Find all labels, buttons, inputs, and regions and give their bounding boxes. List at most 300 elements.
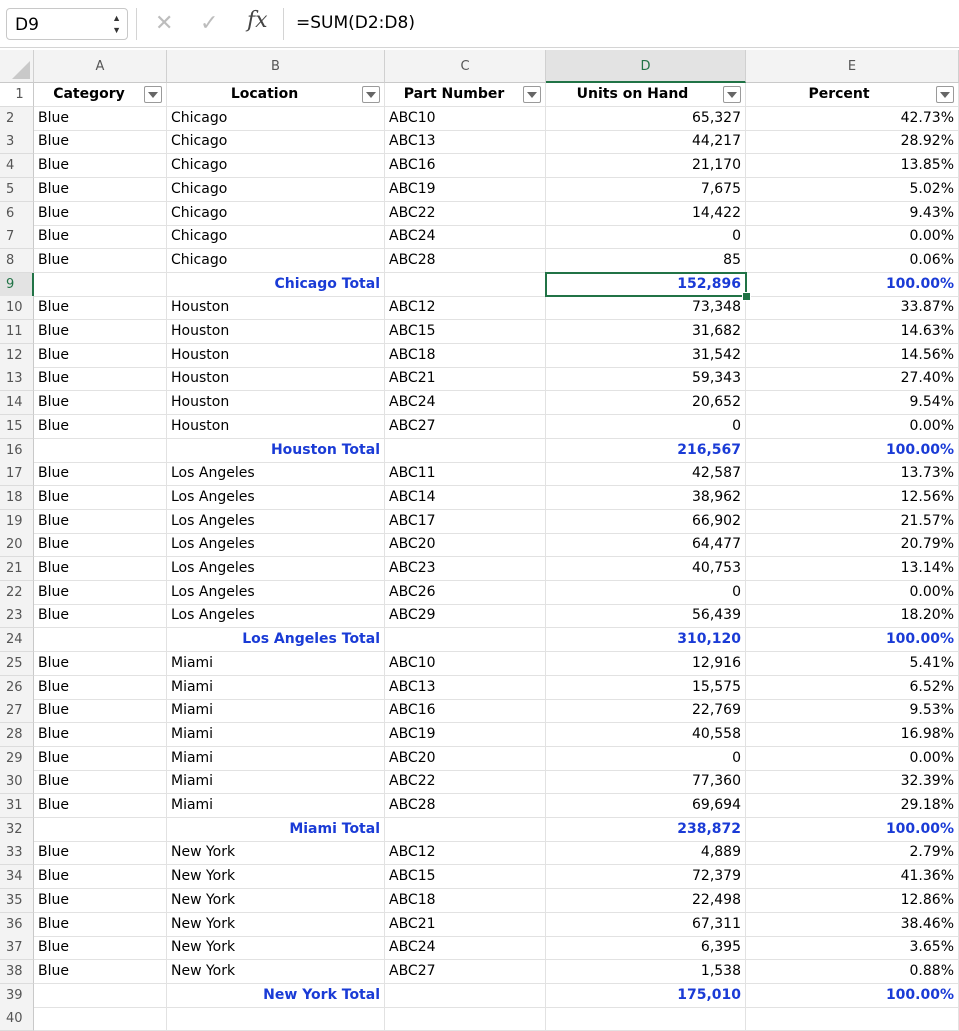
cell-c[interactable]: ABC10 <box>385 652 546 676</box>
cell-a[interactable]: Blue <box>34 581 167 605</box>
cell-b[interactable]: Los Angeles <box>167 462 385 486</box>
cell-e[interactable]: 13.85% <box>746 154 959 178</box>
row-number[interactable]: 10 <box>0 296 34 320</box>
cell-e[interactable]: 9.43% <box>746 202 959 226</box>
cell-c[interactable] <box>385 273 546 297</box>
cell-b[interactable]: Chicago <box>167 154 385 178</box>
cell-c[interactable]: ABC12 <box>385 296 546 320</box>
part-number-header[interactable]: Part Number <box>385 83 546 107</box>
cell-b[interactable]: Chicago <box>167 249 385 273</box>
cell-b[interactable]: Miami Total <box>167 818 385 842</box>
cell-b[interactable]: Chicago <box>167 107 385 131</box>
cell-c[interactable]: ABC15 <box>385 865 546 889</box>
cell-d[interactable]: 59,343 <box>546 367 746 391</box>
table-row <box>0 391 959 415</box>
divider <box>283 8 284 40</box>
cell-c[interactable] <box>385 628 546 652</box>
cell-c[interactable] <box>385 439 546 463</box>
row-number[interactable]: 2 <box>0 107 34 131</box>
cell-a[interactable]: Blue <box>34 486 167 510</box>
cell-e[interactable]: 38.46% <box>746 913 959 937</box>
cell-b[interactable] <box>167 1007 385 1031</box>
cell-a[interactable] <box>34 1007 167 1031</box>
cell-e[interactable]: 42.73% <box>746 107 959 131</box>
cell-a[interactable] <box>34 273 167 297</box>
row-number[interactable]: 14 <box>0 391 34 415</box>
cell-c[interactable]: ABC23 <box>385 557 546 581</box>
cell-a[interactable]: Blue <box>34 723 167 747</box>
cell-c[interactable]: ABC19 <box>385 178 546 202</box>
cell-a[interactable]: Blue <box>34 320 167 344</box>
subtotal-row <box>0 628 959 652</box>
cell-e[interactable]: 6.52% <box>746 676 959 700</box>
cell-e[interactable]: 0.06% <box>746 249 959 273</box>
cell-d[interactable]: 38,962 <box>546 486 746 510</box>
table-row <box>0 865 959 889</box>
cell-a[interactable]: Blue <box>34 344 167 368</box>
cell-b[interactable]: Miami <box>167 770 385 794</box>
cell-e[interactable]: 32.39% <box>746 770 959 794</box>
cell-a[interactable]: Blue <box>34 391 167 415</box>
units-on-hand-header[interactable]: Units on Hand <box>546 83 746 107</box>
cell-d[interactable]: 15,575 <box>546 676 746 700</box>
cell-d[interactable]: 14,422 <box>546 202 746 226</box>
cell-a[interactable]: Blue <box>34 794 167 818</box>
cell-d[interactable]: 0 <box>546 581 746 605</box>
cell-b[interactable]: New York <box>167 865 385 889</box>
cell-d[interactable]: 72,379 <box>546 865 746 889</box>
cell-a[interactable]: Blue <box>34 415 167 439</box>
table-row <box>0 344 959 368</box>
cell-a[interactable]: Blue <box>34 225 167 249</box>
table-row <box>0 249 959 273</box>
row-number[interactable]: 8 <box>0 249 34 273</box>
cell-e[interactable]: 9.53% <box>746 699 959 723</box>
row-number[interactable]: 35 <box>0 889 34 913</box>
table-row <box>0 960 959 984</box>
cell-d[interactable]: 6,395 <box>546 936 746 960</box>
table-row <box>0 510 959 534</box>
cell-d[interactable]: 56,439 <box>546 604 746 628</box>
column-header-e[interactable]: E <box>746 50 959 83</box>
cell-a[interactable]: Blue <box>34 889 167 913</box>
table-row <box>0 1007 959 1031</box>
row-number[interactable]: 13 <box>0 367 34 391</box>
cell-a[interactable]: Blue <box>34 202 167 226</box>
row-number[interactable]: 36 <box>0 913 34 937</box>
cell-e[interactable]: 13.14% <box>746 557 959 581</box>
cell-b[interactable]: Los Angeles Total <box>167 628 385 652</box>
cell-e[interactable]: 12.86% <box>746 889 959 913</box>
cell-d[interactable]: 40,558 <box>546 723 746 747</box>
cell-b[interactable]: Los Angeles <box>167 533 385 557</box>
cell-d[interactable]: 4,889 <box>546 841 746 865</box>
table-row <box>0 557 959 581</box>
table-row <box>0 604 959 628</box>
cell-d[interactable]: 73,348 <box>546 296 746 320</box>
table-row <box>0 747 959 771</box>
filter-dropdown-icon[interactable] <box>523 86 541 103</box>
cell-b[interactable]: Houston <box>167 296 385 320</box>
name-box-value: D9 <box>15 15 39 35</box>
cell-b[interactable]: Los Angeles <box>167 510 385 534</box>
divider <box>136 8 137 40</box>
row-number[interactable]: 34 <box>0 865 34 889</box>
row-number[interactable]: 16 <box>0 439 34 463</box>
row-number[interactable]: 20 <box>0 533 34 557</box>
cell-e[interactable]: 20.79% <box>746 533 959 557</box>
table-row <box>0 320 959 344</box>
cell-d[interactable]: 44,217 <box>546 130 746 154</box>
cell-a[interactable]: Blue <box>34 533 167 557</box>
cell-b[interactable]: Houston Total <box>167 439 385 463</box>
cell-b[interactable]: Chicago Total <box>167 273 385 297</box>
table-row <box>0 676 959 700</box>
row-number[interactable]: 25 <box>0 652 34 676</box>
row-number[interactable]: 17 <box>0 462 34 486</box>
cell-b[interactable]: New York Total <box>167 984 385 1008</box>
row-number[interactable]: 1 <box>0 83 34 107</box>
cell-b[interactable]: Los Angeles <box>167 581 385 605</box>
cell-a[interactable] <box>34 818 167 842</box>
cell-c[interactable]: ABC26 <box>385 581 546 605</box>
table-row <box>0 889 959 913</box>
cell-e[interactable]: 28.92% <box>746 130 959 154</box>
cell-b[interactable]: Houston <box>167 344 385 368</box>
table-row <box>0 178 959 202</box>
row-number[interactable]: 9 <box>0 273 34 297</box>
cell-e[interactable]: 0.00% <box>746 747 959 771</box>
table-row <box>0 699 959 723</box>
cell-b[interactable]: New York <box>167 841 385 865</box>
row-number[interactable]: 27 <box>0 699 34 723</box>
cell-b[interactable]: Los Angeles <box>167 557 385 581</box>
cell-c[interactable]: ABC27 <box>385 415 546 439</box>
cell-d[interactable]: 65,327 <box>546 107 746 131</box>
cell-d[interactable]: 12,916 <box>546 652 746 676</box>
cell-d[interactable]: 1,538 <box>546 960 746 984</box>
cell-d[interactable]: 21,170 <box>546 154 746 178</box>
cell-e[interactable]: 21.57% <box>746 510 959 534</box>
cell-c[interactable]: ABC18 <box>385 889 546 913</box>
filter-dropdown-icon[interactable] <box>144 86 162 103</box>
row-number[interactable]: 26 <box>0 676 34 700</box>
row-number[interactable]: 38 <box>0 960 34 984</box>
cell-b[interactable]: Los Angeles <box>167 604 385 628</box>
cell-d[interactable]: 31,682 <box>546 320 746 344</box>
cell-c[interactable]: ABC21 <box>385 367 546 391</box>
cell-d[interactable]: 238,872 <box>546 818 746 842</box>
cell-d[interactable]: 67,311 <box>546 913 746 937</box>
cell-e[interactable]: 33.87% <box>746 296 959 320</box>
cell-e[interactable]: 100.00% <box>746 818 959 842</box>
select-all-corner[interactable] <box>0 50 34 83</box>
column-header-d[interactable]: D <box>546 50 746 83</box>
table-row <box>0 367 959 391</box>
cell-e[interactable]: 29.18% <box>746 794 959 818</box>
cell-a[interactable]: Blue <box>34 747 167 771</box>
cell-c[interactable]: ABC16 <box>385 154 546 178</box>
cell-e[interactable]: 100.00% <box>746 984 959 1008</box>
row-number[interactable]: 22 <box>0 581 34 605</box>
percent-header[interactable]: Percent <box>746 83 959 107</box>
cell-c[interactable]: ABC12 <box>385 841 546 865</box>
cell-e[interactable]: 16.98% <box>746 723 959 747</box>
cell-c[interactable]: ABC18 <box>385 344 546 368</box>
cell-c[interactable]: ABC24 <box>385 225 546 249</box>
cell-d[interactable]: 85 <box>546 249 746 273</box>
cell-e[interactable]: 9.54% <box>746 391 959 415</box>
cell-d[interactable]: 0 <box>546 225 746 249</box>
cell-a[interactable]: Blue <box>34 510 167 534</box>
cell-b[interactable]: Houston <box>167 367 385 391</box>
cell-d[interactable]: 77,360 <box>546 770 746 794</box>
cell-a[interactable]: Blue <box>34 462 167 486</box>
row-number[interactable]: 24 <box>0 628 34 652</box>
filter-dropdown-icon[interactable] <box>936 86 954 103</box>
row-number[interactable]: 32 <box>0 818 34 842</box>
cell-c[interactable] <box>385 818 546 842</box>
cell-a[interactable]: Blue <box>34 865 167 889</box>
cell-c[interactable] <box>385 984 546 1008</box>
cell-b[interactable]: Miami <box>167 747 385 771</box>
category-header[interactable]: Category <box>34 83 167 107</box>
cell-e[interactable]: 0.00% <box>746 581 959 605</box>
cell-a[interactable] <box>34 439 167 463</box>
cell-d[interactable]: 69,694 <box>546 794 746 818</box>
cell-e[interactable]: 12.56% <box>746 486 959 510</box>
cell-e[interactable]: 100.00% <box>746 439 959 463</box>
cell-c[interactable]: ABC16 <box>385 699 546 723</box>
cell-a[interactable]: Blue <box>34 296 167 320</box>
cell-a[interactable]: Blue <box>34 699 167 723</box>
cell-c[interactable]: ABC24 <box>385 936 546 960</box>
cell-e[interactable]: 100.00% <box>746 628 959 652</box>
cell-a[interactable]: Blue <box>34 178 167 202</box>
cell-c[interactable] <box>385 1007 546 1031</box>
column-header-c[interactable]: C <box>385 50 546 83</box>
cell-e[interactable]: 14.63% <box>746 320 959 344</box>
subtotal-row <box>0 818 959 842</box>
row-number[interactable]: 21 <box>0 557 34 581</box>
row-number[interactable]: 31 <box>0 794 34 818</box>
cell-b[interactable]: Chicago <box>167 178 385 202</box>
cell-a[interactable]: Blue <box>34 913 167 937</box>
confirm-icon[interactable]: ✓ <box>200 10 219 35</box>
cell-e[interactable]: 18.20% <box>746 604 959 628</box>
cell-d[interactable]: 31,542 <box>546 344 746 368</box>
column-header-b[interactable]: B <box>167 50 385 83</box>
cell-c[interactable]: ABC20 <box>385 533 546 557</box>
cell-c[interactable]: ABC15 <box>385 320 546 344</box>
fill-handle[interactable] <box>742 292 751 301</box>
cell-c[interactable]: ABC13 <box>385 676 546 700</box>
cell-c[interactable]: ABC21 <box>385 913 546 937</box>
table-row <box>0 107 959 131</box>
cell-d[interactable]: 7,675 <box>546 178 746 202</box>
row-number[interactable]: 19 <box>0 510 34 534</box>
cell-d[interactable]: 40,753 <box>546 557 746 581</box>
cell-a[interactable]: Blue <box>34 557 167 581</box>
table-row <box>0 462 959 486</box>
cell-a[interactable]: Blue <box>34 676 167 700</box>
row-number[interactable]: 11 <box>0 320 34 344</box>
cell-d[interactable]: 216,567 <box>546 439 746 463</box>
table-row <box>0 154 959 178</box>
table-row <box>0 533 959 557</box>
cell-c[interactable]: ABC10 <box>385 107 546 131</box>
cell-e[interactable]: 5.41% <box>746 652 959 676</box>
row-number[interactable]: 12 <box>0 344 34 368</box>
cell-b[interactable]: Miami <box>167 794 385 818</box>
cell-b[interactable]: Houston <box>167 391 385 415</box>
cell-e[interactable]: 100.00% <box>746 273 959 297</box>
cell-a[interactable]: Blue <box>34 652 167 676</box>
cell-a[interactable]: Blue <box>34 936 167 960</box>
cell-a[interactable]: Blue <box>34 960 167 984</box>
cell-e[interactable]: 3.65% <box>746 936 959 960</box>
cell-b[interactable]: Chicago <box>167 202 385 226</box>
cell-b[interactable]: Los Angeles <box>167 486 385 510</box>
formula-input[interactable]: =SUM(D2:D8) <box>296 13 415 33</box>
cell-b[interactable]: Miami <box>167 652 385 676</box>
cell-a[interactable]: Blue <box>34 367 167 391</box>
name-box-stepper-icon[interactable]: ▲ ▼ <box>112 13 121 35</box>
name-box[interactable] <box>6 8 128 40</box>
table-row <box>0 486 959 510</box>
cell-e[interactable]: 27.40% <box>746 367 959 391</box>
column-header-a[interactable]: A <box>34 50 167 83</box>
cell-a[interactable] <box>34 628 167 652</box>
cell-c[interactable]: ABC13 <box>385 130 546 154</box>
cell-e[interactable]: 13.73% <box>746 462 959 486</box>
table-row <box>0 652 959 676</box>
cell-c[interactable]: ABC19 <box>385 723 546 747</box>
cell-d[interactable] <box>546 1007 746 1031</box>
cell-e[interactable]: 5.02% <box>746 178 959 202</box>
table-row <box>0 225 959 249</box>
row-number[interactable]: 15 <box>0 415 34 439</box>
table-row <box>0 296 959 320</box>
cell-c[interactable]: ABC20 <box>385 747 546 771</box>
table-row <box>0 581 959 605</box>
cell-b[interactable]: Chicago <box>167 130 385 154</box>
cell-d[interactable]: 152,896 <box>546 273 746 297</box>
row-number[interactable]: 28 <box>0 723 34 747</box>
cell-d[interactable]: 22,498 <box>546 889 746 913</box>
row-number[interactable]: 6 <box>0 202 34 226</box>
subtotal-row <box>0 984 959 1008</box>
cell-e[interactable]: 41.36% <box>746 865 959 889</box>
cell-c[interactable]: ABC11 <box>385 462 546 486</box>
cell-b[interactable]: Houston <box>167 320 385 344</box>
cell-b[interactable]: New York <box>167 913 385 937</box>
subtotal-row <box>0 273 959 297</box>
subtotal-row <box>0 439 959 463</box>
row-number[interactable]: 18 <box>0 486 34 510</box>
cell-b[interactable]: Miami <box>167 723 385 747</box>
table-row <box>0 770 959 794</box>
row-number[interactable]: 37 <box>0 936 34 960</box>
cell-c[interactable]: ABC27 <box>385 960 546 984</box>
filter-dropdown-icon[interactable] <box>362 86 380 103</box>
table-row <box>0 794 959 818</box>
cell-d[interactable]: 175,010 <box>546 984 746 1008</box>
cancel-icon[interactable]: ✕ <box>155 10 174 35</box>
cell-b[interactable]: New York <box>167 936 385 960</box>
cell-d[interactable]: 20,652 <box>546 391 746 415</box>
cell-c[interactable]: ABC22 <box>385 202 546 226</box>
filter-dropdown-icon[interactable] <box>723 86 741 103</box>
cell-e[interactable]: 14.56% <box>746 344 959 368</box>
cell-b[interactable]: Miami <box>167 699 385 723</box>
cell-c[interactable]: ABC24 <box>385 391 546 415</box>
cell-a[interactable]: Blue <box>34 154 167 178</box>
cell-a[interactable]: Blue <box>34 604 167 628</box>
cell-c[interactable]: ABC28 <box>385 249 546 273</box>
cell-b[interactable]: New York <box>167 960 385 984</box>
cell-d[interactable]: 22,769 <box>546 699 746 723</box>
cell-e[interactable]: 0.00% <box>746 225 959 249</box>
row-number[interactable]: 40 <box>0 1007 34 1031</box>
cell-b[interactable]: Miami <box>167 676 385 700</box>
cell-e[interactable]: 0.88% <box>746 960 959 984</box>
cell-e[interactable]: 0.00% <box>746 415 959 439</box>
cell-d[interactable]: 66,902 <box>546 510 746 534</box>
row-number[interactable]: 39 <box>0 984 34 1008</box>
location-header[interactable]: Location <box>167 83 385 107</box>
cell-c[interactable]: ABC17 <box>385 510 546 534</box>
row-number[interactable]: 30 <box>0 770 34 794</box>
insert-function-icon[interactable]: fx <box>247 8 268 33</box>
row-number[interactable]: 33 <box>0 841 34 865</box>
table-row <box>0 913 959 937</box>
row-number[interactable]: 5 <box>0 178 34 202</box>
cell-d[interactable]: 310,120 <box>546 628 746 652</box>
cell-d[interactable]: 0 <box>546 415 746 439</box>
table-row <box>0 841 959 865</box>
cell-d[interactable]: 42,587 <box>546 462 746 486</box>
cell-d[interactable]: 0 <box>546 747 746 771</box>
row-number[interactable]: 23 <box>0 604 34 628</box>
cell-c[interactable]: ABC14 <box>385 486 546 510</box>
column-headers <box>0 50 959 83</box>
cell-e[interactable]: 2.79% <box>746 841 959 865</box>
cell-c[interactable]: ABC28 <box>385 794 546 818</box>
cell-b[interactable]: Houston <box>167 415 385 439</box>
cell-a[interactable]: Blue <box>34 130 167 154</box>
cell-a[interactable]: Blue <box>34 249 167 273</box>
row-number[interactable]: 29 <box>0 747 34 771</box>
cell-a[interactable]: Blue <box>34 107 167 131</box>
table-row <box>0 936 959 960</box>
row-number[interactable]: 3 <box>0 130 34 154</box>
header-row <box>0 83 959 107</box>
row-number[interactable]: 4 <box>0 154 34 178</box>
cell-a[interactable]: Blue <box>34 770 167 794</box>
cell-a[interactable]: Blue <box>34 841 167 865</box>
cell-a[interactable] <box>34 984 167 1008</box>
row-number[interactable]: 7 <box>0 225 34 249</box>
cell-c[interactable]: ABC22 <box>385 770 546 794</box>
cell-c[interactable]: ABC29 <box>385 604 546 628</box>
table-row <box>0 130 959 154</box>
cell-b[interactable]: New York <box>167 889 385 913</box>
table-row <box>0 723 959 747</box>
cell-b[interactable]: Chicago <box>167 225 385 249</box>
cell-e[interactable] <box>746 1007 959 1031</box>
cell-d[interactable]: 64,477 <box>546 533 746 557</box>
